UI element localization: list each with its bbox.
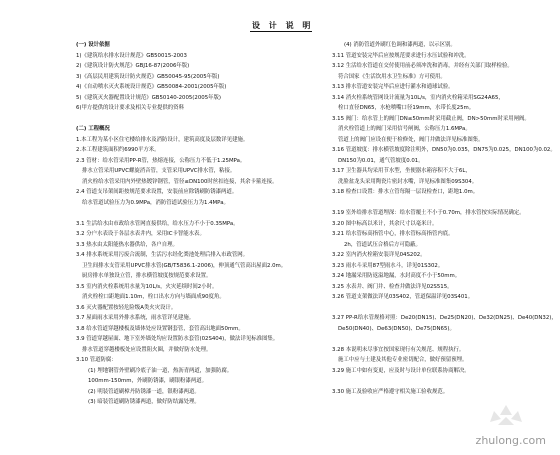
text-line: 3.6 灭火器配置按轻危险级A类火灾设计。: [76, 304, 177, 311]
text-line: De50(DN40)、De63(DN50)、De75(DN65)。: [338, 325, 455, 332]
left-text-column: [72, 40, 287, 408]
text-line: 3.14 消火栓系统管网设计流量为10L/s，室内消火栓箱采用SG24A65，: [332, 94, 504, 101]
text-line: 3.17 卫生器具均采用节水型，坐便器水箱容积不大于6L，: [332, 168, 471, 174]
text-line: 厨房排水单独设立管，排水横管坡度按规范要求设置。: [82, 273, 212, 279]
text-line: 3.1 生活给水由市政给水管网直接供给，给水压力不小于0.35MPa。: [76, 220, 239, 227]
text-line: [72, 208, 277, 219]
text-line: 排水立管采用UPVC螺旋消音管，支管采用UPVC排水管，粘接。: [82, 168, 236, 174]
text-line: 给水管道试验压力为0.9MPa，消防管道试验压力为1.4MPa。: [82, 199, 229, 206]
text-line: 3.16 管道坡度：排水横管坡度除注明外，DN50为0.035，DN75为0.025，DN100为0.02。: [332, 147, 556, 153]
text-line: 3.29 施工中如有变更，应及时与设计单位联系协商解决。: [332, 367, 470, 374]
text-line: 2.本工程建筑面积约6990平方米。: [76, 147, 160, 153]
text-line: 3.30 施工及验收应严格遵守相关施工验收规范。: [332, 388, 449, 395]
text-line: 3.23 雨水斗采用87型雨水斗，详见01S302。: [332, 262, 444, 269]
text-line: (3) 暗装管道刷防锈漆两道，做好防结露处理。: [88, 399, 200, 405]
text-line: 3.7 屋面雨水采用外排水系统，雨水管详见建施。: [76, 315, 195, 321]
text-line: 100mm-150mm，外刷防锈漆，刷银粉漆两道。: [88, 378, 207, 384]
text-line: 排水管道穿越楼板处应设置阻火圈，并做好防水处理。: [82, 346, 212, 353]
text-line: 消火栓管道上的阀门采用信号闸阀，公称压力1.6MPa。: [338, 126, 471, 132]
text-line: 3.26 管道支架做法详见03S402，管道保温详见03S401。: [332, 294, 474, 300]
text-line: (二) 工程概况: [76, 126, 110, 132]
text-line: 3)《高层民用建筑设计防火规范》GB50045-95(2005年版): [76, 73, 220, 80]
text-line: 2.3 管材：给水管采用PP-R管，热熔连接，公称压力不低于1.25MPa。: [76, 157, 246, 164]
text-line: 3.21 给水管标高指管中心，排水管标高指管内底。: [332, 231, 454, 237]
watermark-text: zhulong.com: [475, 434, 546, 447]
text-line: 3.19 室外给排水管道埋深：给水管覆土不小于0.70m，排水管按实际情况确定。: [332, 210, 525, 216]
text-line: [328, 198, 518, 209]
text-line: 3.20 图中标高以米计，其余尺寸以毫米计。: [332, 220, 438, 227]
text-line: 3.27 PP-R给水管规格对照：De20(DN15)、De25(DN20)、De32(DN25)、De40(DN32)，: [332, 315, 557, 321]
text-line: 卫生间排水支管采用UPVC排水管(GB/T5836.1-2006)，伸顶通气管高出屋面2.0m。: [82, 262, 287, 269]
text-line: 3.10 管道防腐：: [76, 357, 117, 363]
text-line: 消火栓给水管采用内外壁热镀锌钢管，管径≤DN100时丝扣连接，其余卡箍连接。: [82, 178, 278, 185]
text-line: [328, 334, 518, 345]
text-line: (1) 埋地钢管外壁刷冷底子油一道，热沥青两道，加强防腐。: [88, 367, 233, 374]
text-line: 3.25 水表井、阀门井、检查井做法详见02S515。: [332, 283, 453, 290]
text-line: 3.8 给水管道穿越楼板及墙体处应设置钢套管，套管高出地面50mm。: [76, 325, 244, 332]
text-line: (4) 消防管道外刷红色调和漆两道，以示区别。: [344, 42, 456, 48]
text-line: 3.28 本说明未尽事宜按国家现行有关规范、规程执行。: [332, 346, 465, 353]
text-line: 3.15 阀门：给水管上的阀门DN≤50mm时采用截止阀，DN>50mm时采用闸阀。: [332, 115, 530, 122]
text-line: 3.18 检查口设置：排水立管每隔一层设检查口，距地1.0m。: [332, 189, 479, 195]
text-line: 3.9 管道穿越屋面、地下室外墙处均应设置防水套管(02S404)，做法详见标准图集。: [76, 336, 279, 342]
text-line: 3.24 地漏采用防返溢地漏，水封高度不小于50mm。: [332, 273, 461, 279]
text-line: 施工中应与土建及其他专业密切配合，做好预留预埋。: [338, 357, 468, 363]
text-line: 1.本工程为某小区住宅楼给排水及消防设计，建筑高度及层数详见建施。: [76, 136, 249, 143]
text-line: 3.5 室内消火栓系统用水量为10L/s，火灾延续时间2小时。: [76, 283, 218, 290]
text-line: [72, 114, 277, 125]
text-line: (一) 设计依据: [76, 42, 110, 48]
text-line: 3.11 管道安装完毕后应按规范要求进行水压试验和冲洗。: [332, 52, 470, 59]
text-line: 栓口直径DN65，水枪喷嘴口径19mm，水带长度25m。: [338, 105, 475, 111]
right-text-column: [328, 40, 557, 397]
text-line: 1)《建筑给水排水设计规范》GB50015-2003: [76, 52, 187, 59]
title-underline: [250, 31, 312, 32]
text-line: (2) 明装管道刷樟丹防锈漆一道，银粉漆两道。: [88, 388, 200, 395]
text-line: 消火栓栓口距地面1.10m，栓口出水方向与墙面成90度角。: [82, 294, 225, 300]
text-line: 6)甲方提供的设计要求及相关专业提供的资料: [76, 105, 184, 111]
text-line: 2)《建筑设计防火规范》GBJ16-87(2006年版): [76, 63, 190, 69]
text-line: DN150为0.01，通气管坡度0.01。: [338, 157, 424, 164]
text-line: 洗脸盆龙头采用陶瓷片密封水嘴，详见标准图集09S304。: [338, 178, 478, 185]
text-line: 3.3 热水由太阳能热水器供给，各户自理。: [76, 241, 178, 248]
text-line: 管道上的阀门应设在便于检修处，阀门井做法详见标准图集。: [338, 136, 484, 143]
text-line: 符合国家《生活饮用水卫生标准》方可使用。: [338, 73, 446, 80]
text-line: 3.4 排水系统采用污废合流制，生活污水经化粪池处理后排入市政管网。: [76, 252, 249, 258]
text-line: 2h，管道试压合格后方可隐蔽。: [344, 241, 421, 248]
text-line: 3.12 生活给水管道在交付使用前必须冲洗和消毒，并经有关部门取样检验。: [332, 63, 513, 69]
text-line: 4)《自动喷水灭火系统设计规范》GB50084-2001(2005年版): [76, 84, 227, 90]
text-line: [328, 376, 518, 387]
text-line: 3.22 室内消火栓箱安装详见04S202。: [332, 252, 426, 258]
document-title: 设 计 说 明: [252, 21, 314, 30]
text-line: 2.4 管道支吊架间距按规范要求设置，安装前应除锈刷防锈漆两道。: [76, 189, 238, 195]
text-line: 3.13 排水管道安装完毕后应进行灌水和通球试验。: [332, 84, 454, 90]
text-line: 5)《建筑灭火器配置设计规范》GB50140-2005(2005年版): [76, 94, 222, 101]
text-line: [328, 303, 518, 314]
text-line: 3.2 分户水表设于各层水表井内，采用IC卡智能水表。: [76, 231, 205, 237]
